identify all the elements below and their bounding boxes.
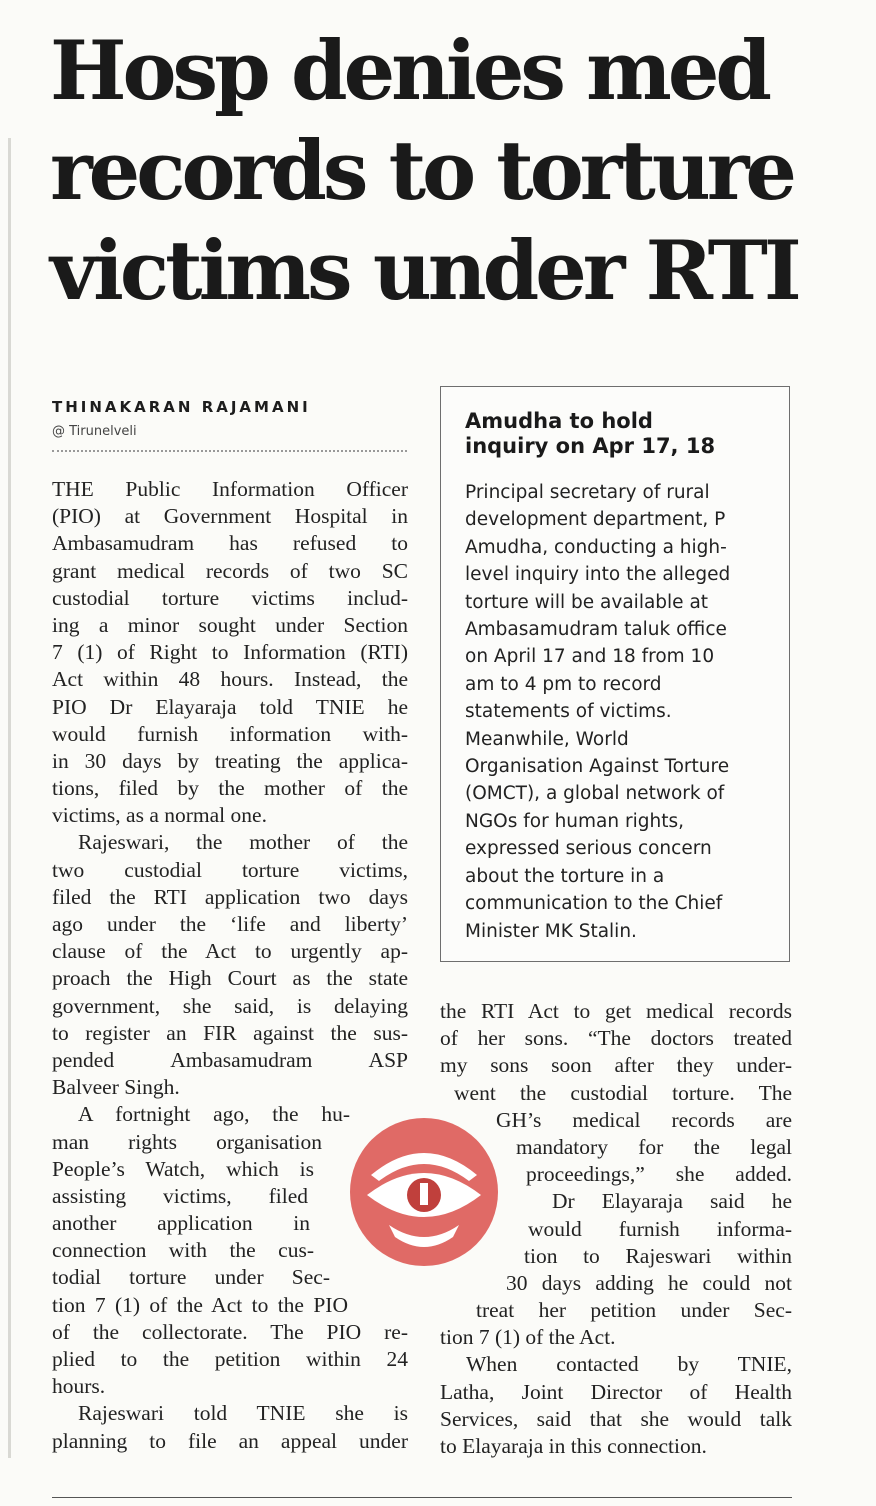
text-line: custodial torture victims includ- bbox=[52, 585, 408, 610]
text-line: tion 7 (1) of the Act. bbox=[440, 1325, 616, 1350]
byline-divider bbox=[52, 450, 407, 452]
text-line: planning to file an appeal under bbox=[52, 1428, 408, 1453]
text-line: People’s Watch, which is bbox=[52, 1156, 314, 1181]
sidebar-line: Meanwhile, World bbox=[465, 728, 629, 750]
text-line: mandatory for the legal bbox=[516, 1134, 792, 1159]
byline-author: THINAKARAN RAJAMANI bbox=[52, 398, 311, 416]
sidebar-title-line: inquiry on Apr 17, 18 bbox=[465, 434, 716, 458]
text-line: Rajeswari told TNIE she is bbox=[78, 1401, 408, 1426]
text-line: Dr Elayaraja said he bbox=[552, 1189, 792, 1214]
paragraph bbox=[440, 1351, 792, 1460]
sidebar-line: torture will be available at bbox=[465, 591, 709, 613]
byline bbox=[52, 398, 408, 439]
text-line: another application in bbox=[52, 1211, 310, 1236]
headline bbox=[50, 22, 840, 322]
text-line: went the custodial torture. The bbox=[454, 1080, 792, 1105]
page-margin-rule bbox=[8, 138, 11, 1458]
text-line: proach the High Court as the state bbox=[52, 966, 408, 991]
text-line: clause of the Act to urgently ap- bbox=[52, 939, 408, 964]
text-line: two custodial torture victims, bbox=[52, 857, 408, 882]
sidebar-line: statements of victims. bbox=[465, 701, 672, 723]
text-line: proceedings,” she added. bbox=[526, 1162, 792, 1187]
text-line: Latha, Joint Director of Health bbox=[440, 1379, 792, 1404]
sidebar-line: (OMCT), a global network of bbox=[465, 783, 725, 805]
text-line: connection with the cus- bbox=[52, 1238, 314, 1263]
text-line: filed the RTI application two days bbox=[52, 884, 408, 909]
text-line: of her sons. “The doctors treated bbox=[440, 1026, 792, 1051]
text-line: PIO Dr Elayaraja told TNIE he bbox=[52, 694, 408, 719]
text-line: man rights organisation bbox=[52, 1129, 322, 1154]
text-line: THE Public Information Officer bbox=[52, 477, 408, 501]
sidebar-line: expressed serious concern bbox=[465, 838, 712, 860]
article-left-column bbox=[52, 476, 408, 1455]
text-line: hours. bbox=[52, 1374, 106, 1399]
sidebar-body bbox=[465, 479, 775, 945]
text-line: 30 days adding he could not bbox=[506, 1270, 792, 1295]
paragraph bbox=[52, 476, 408, 829]
text-line: victims, as a normal one. bbox=[52, 803, 267, 828]
text-line: grant medical records of two SC bbox=[52, 558, 408, 583]
text-line: of the collectorate. The PIO re- bbox=[52, 1319, 408, 1344]
sidebar-title-line: Amudha to hold bbox=[465, 409, 653, 433]
text-line: Rajeswari, the mother of the bbox=[78, 830, 408, 855]
sidebar-line: about the torture in a bbox=[465, 865, 665, 887]
text-line: assisting victims, filed bbox=[52, 1183, 308, 1208]
bottom-rule bbox=[52, 1497, 792, 1498]
text-line: Ambasamudram has refused to bbox=[52, 531, 408, 556]
text-line: tion to Rajeswari within bbox=[524, 1243, 792, 1268]
sidebar-box bbox=[440, 386, 790, 962]
text-line: Act within 48 hours. Instead, the bbox=[52, 667, 408, 692]
paragraph bbox=[52, 1400, 408, 1454]
headline-line: records to torture bbox=[50, 124, 793, 219]
text-line: tion 7 (1) of the Act to the PIO bbox=[52, 1292, 348, 1317]
headline-line: victims under RTI bbox=[50, 224, 798, 319]
newspaper-logo-icon bbox=[349, 1117, 499, 1267]
logo-pupil-mark bbox=[420, 1183, 428, 1205]
sidebar-line: Minister MK Stalin. bbox=[465, 920, 637, 942]
sidebar-line: level inquiry into the alleged bbox=[465, 564, 731, 586]
text-line: treat her petition under Sec- bbox=[476, 1298, 792, 1323]
sidebar-title bbox=[465, 409, 775, 459]
text-line: A fortnight ago, the hu- bbox=[78, 1102, 350, 1127]
text-line: government, she said, is delaying bbox=[52, 993, 408, 1018]
text-line: to register an FIR against the sus- bbox=[52, 1020, 408, 1045]
headline-line: Hosp denies med bbox=[50, 24, 769, 119]
sidebar-line: NGOs for human rights, bbox=[465, 810, 684, 832]
text-line: When contacted by TNIE, bbox=[466, 1352, 792, 1377]
text-line: my sons soon after they under- bbox=[440, 1053, 792, 1078]
text-line: pended Ambasamudram ASP bbox=[52, 1047, 408, 1072]
text-line: in 30 days by treating the applica- bbox=[52, 748, 408, 773]
byline-location: @ Tirunelveli bbox=[52, 424, 137, 439]
text-line: ing a minor sought under Section bbox=[52, 612, 408, 637]
text-line: Balveer Singh. bbox=[52, 1075, 180, 1100]
sidebar-line: Amudha, conducting a high- bbox=[465, 536, 727, 558]
text-line: would furnish informa- bbox=[528, 1216, 792, 1241]
sidebar-line: Organisation Against Torture bbox=[465, 756, 730, 778]
sidebar-line: Ambasamudram taluk office bbox=[465, 619, 727, 641]
text-line: Services, said that she would talk bbox=[440, 1406, 792, 1431]
text-line: to Elayaraja in this connection. bbox=[440, 1434, 707, 1458]
sidebar-line: communication to the Chief bbox=[465, 893, 723, 915]
text-line: GH’s medical records are bbox=[496, 1107, 792, 1132]
text-line: plied to the petition within 24 bbox=[52, 1347, 408, 1371]
text-line: ago under the ‘life and liberty’ bbox=[52, 912, 408, 936]
text-line: todial torture under Sec- bbox=[52, 1265, 330, 1290]
sidebar-line: development department, P bbox=[465, 509, 726, 531]
sidebar-line: Principal secretary of rural bbox=[465, 482, 710, 503]
text-line: would furnish information with- bbox=[52, 721, 408, 746]
text-line: 7 (1) of Right to Information (RTI) bbox=[52, 640, 408, 665]
paragraph bbox=[52, 829, 408, 1101]
text-line: (PIO) at Government Hospital in bbox=[52, 504, 408, 529]
sidebar-line: am to 4 pm to record bbox=[465, 673, 662, 695]
sidebar-line: on April 17 and 18 from 10 bbox=[465, 646, 715, 668]
text-line: the RTI Act to get medical records bbox=[440, 999, 792, 1023]
text-line: tions, filed by the mother of the bbox=[52, 776, 408, 801]
